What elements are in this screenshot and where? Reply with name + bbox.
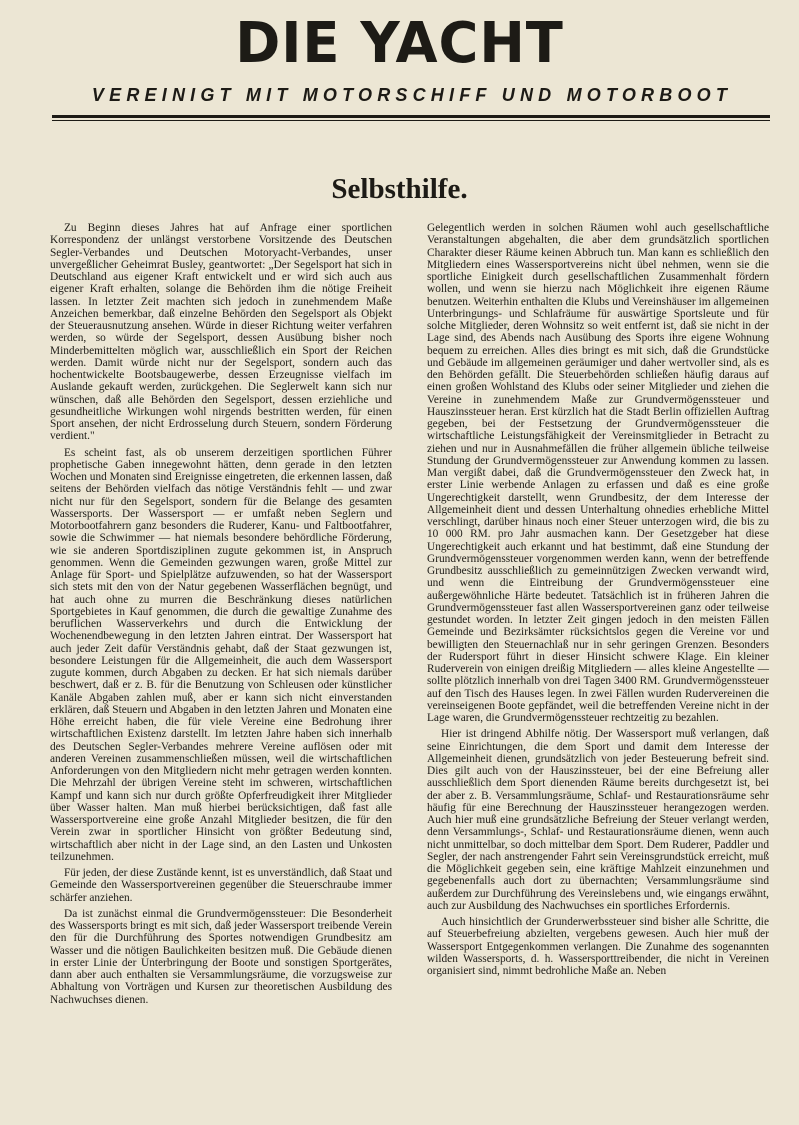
article-column-right [427, 222, 769, 981]
masthead-title: DIE YACHT [235, 11, 564, 76]
article-title: Selbsthilfe. [331, 173, 468, 205]
article-column-left [50, 222, 392, 1010]
paragraph: Zu Beginn dieses Jahres hat auf Anfrage einer sportlichen Korrespondenz der unlängst verstorbene Vorsitzende des Deutschen Segler-Verbandes und Deutschen Motoryacht-Verbandes, unser unvergeßlicher Geheimrat Busley, geantwortet: „Der Segelsport hat sich in Deutschland aus eigener Kraft entwickelt und er wird sich auch aus eigener Kraft erhalten, solange die Behörden ihm die nötige Freiheit lassen. In letzter Zeit machten sich jedoch in zunehmendem Maße Anzeichen bemerkbar, daß einzelne Behörden den Segelsport als Objekt der Steuerausnutzung ansehen. Würde in dieser Richtung weiter verfahren werden, so würde der Segelsport, dessen Ausübung bisher noch Minderbemittelten möglich war, ausschließlich ein Sport der Reichen werden. Damit würde nicht nur der Segelsport, sondern auch das hochentwickelte Bootsbaugewerbe, dessen Erzeugnisse vielfach im Auslande gekauft werden, zurückgehen. Die Seglerwelt kann sich nur wünschen, daß alle Behörden den Segelsport, dessen erziehliche und gesundheitliche Wirkungen wohl nirgends bestritten werden, für einen Sport ansehen, der nicht Erdrosselung durch Steuern, sondern Förderung verdient." [50, 222, 392, 443]
paragraph: Da ist zunächst einmal die Grundvermögenssteuer: Die Besonderheit des Wassersports bringt es mit sich, daß jeder Wassersport treibende Verein den für die Durchführung des Sportes notwendigen Grundbesitz am Wasser und die nötigen Baulichkeiten besitzen muß. Die Gebäude dienen in erster Linie der Unterbringung der Boote und sonstigen Sportgerätes, dann aber auch enthalten sie Versammlungsräume, die vorzugsweise zur Abhaltung von Vorträgen und Kursen zur theoretischen Ausbildung des Nachwuchses dienen. [50, 907, 392, 1006]
masthead-subtitle: VEREINIGT MIT MOTORSCHIFF UND MOTORBOOT [91, 85, 733, 105]
masthead-rule-thin [52, 120, 770, 121]
masthead-rule-thick [52, 115, 770, 118]
paragraph: Es scheint fast, als ob unserem derzeitigen sportlichen Führer prophetische Gaben innegewohnt hätten, denn gerade in den letzten Wochen und Monaten sind Ereignisse eingetreten, die erkennen lassen, daß seitens der Behörden vielfach das nötige Verständnis fehlt — und zwar nicht nur für den Segelsport, sondern für die Belange des gesamten Wassersports. Der Wassersport — er umfaßt neben Seglern und Motorbootfahrern ganz besonders die Ruderer, Kanu- und Faltbootfahrer, sowie die Schwimmer — hat niemals besondere behördliche Förderung, wie sie anderen Sportdisziplinen zugute gekommen ist, in Anspruch genommen. Wenn die Gemeinden gezwungen waren, große Mittel zur Anlage für Sport- und Spielplätze aufzuwenden, so hat der Wassersport sich stets mit den von der Natur gegebenen Wasserflächen begnügt, und hat auch ohne zu murren die Beschränkung dieses natürlichen Sportgebietes in Kauf genommen, die durch die gewaltige Zunahme des beruflichen Wasserverkehrs und durch die Entwicklung der Wochenendbewegung in den letzten Jahren eintrat. Der Wassersport hat auch jeder Zeit dafür Verständnis gehabt, daß der Staat gezwungen ist, besondere Leistungen für die Allgemeinheit, die auch dem Wassersport zugute kommen, durch Abgaben zu decken. Er hat sich niemals darüber beschwert, daß er z. B. für die Benutzung von Schleusen oder künstlicher Kanäle Abgaben zahlen muß, aber er kann sich nicht einverstanden erklären, daß Steuern und Abgaben in den letzten Jahren und Monaten eine Höhe erreicht haben, die für viele Vereine eine Bedrohung ihrer wirtschaftlichen Existenz darstellt. Im letzten Jahre haben sich innerhalb des Deutschen Segler-Verbandes mehrere Vereine auflösen oder mit anderen Vereinen zusammenschließen müssen, weil die wirtschaftlichen Anforderungen von den Mitgliedern nicht mehr getragen werden konnten. Die Mehrzahl der übrigen Vereine steht im schweren, wirtschaftlichen Kampf und kann sich nur durch größte Opferfreudigkeit ihrer Mitglieder über Wasser halten. Man muß hierbei berücksichtigen, daß fast alle Wassersportvereine eine große Anzahl Mitglieder besitzen, die für den Verein zwar in sportlicher Hinsicht von größter Bedeutung sind, wirtschaftlich aber nicht in der Lage sind, an den Lasten und Unkosten teilzunehmen. [50, 446, 392, 863]
paragraph: Für jeden, der diese Zustände kennt, ist es unverständlich, daß Staat und Gemeinde den Wassersportvereinen gegenüber die Steuerschraube immer schärfer anziehen. [50, 867, 392, 904]
paragraph: Hier ist dringend Abhilfe nötig. Der Wassersport muß verlangen, daß seine Einrichtungen, die dem Sport und damit dem Interesse der Allgemeinheit dienen, grundsätzlich von jeder Besteuerung befreit sind. Dies gilt auch von der Hauszinssteuer, bei der eine Befreiung aller ausschließlich dem Sport dienenden Räume bereits durchgesetzt ist, bei der aber z. B. Versammlungsräume, Schlaf- und Restaurationsräume sehr häufig für eine Berechnung der Hauszinssteuer herangezogen werden. Auch hier muß eine grundsätzliche Befreiung der Steuer verlangt werden, denn Versammlungs-, Schlaf- und Restaurationsräume dienen, wenn auch nicht unmittelbar, so doch mittelbar dem Sport. Dem Ruderer, Paddler und Segler, der nach anstrengender Fahrt sein Vereinsgrundstück erreicht, muß die Möglichkeit gegeben sein, eine kräftige Mahlzeit einzunehmen und gegebenenfalls auch dort zu übernachten; Versammlungsräume sind außerdem zur Durchführung des Vereinslebens und, wie eingangs erwähnt, auch zur Ausbildung des Nachwuchses ein sportliches Erfordernis. [427, 728, 769, 912]
paragraph: Auch hinsichtlich der Grunderwerbssteuer sind bisher alle Schritte, die auf Steuerbefreiung abzielten, vergebens gewesen. Auch hier muß der Wassersport Entgegenkommen verlangen. Die Zunahme des sogenannten wilden Wassersports, d. h. Wassersporttreibender, die nicht in Vereinen organisiert sind, nimmt bedrohliche Maße an. Neben [427, 916, 769, 977]
paragraph: Gelegentlich werden in solchen Räumen wohl auch gesellschaftliche Veranstaltungen abgehalten, die aber dem grundsätzlich sportlichen Charakter dieser Räume keinen Abbruch tun. Man kann es schließlich den Mitgliedern eines Wassersportvereins nicht übel nehmen, wenn sie die sportliche Einigkeit durch gesellschaftlichen Zusammenhalt fördern wollen, und wenn sie hierzu nach Möglichkeit ihre eigenen Räume benutzen. Weiterhin enthalten die Klubs und Vereinshäuser im allgemeinen Unterbringungs- und Schlafräume für auswärtige Sportsleute und für solche Mitglieder, deren Wohnsitz so weit entfernt ist, daß sie nicht in der Lage sind, des Abends nach Ausübung des Sports ihre eigene Wohnung bequem zu erreichen. Alles dies bringt es mit sich, daß die Grundstücke und Gebäude im allgemeinen geräumiger und daher wertvoller sind, als es den Behörden gefällt. Die Steuerbehörden schließen häufig daraus auf einen großen Wohlstand des Klubs oder seiner Mitglieder und ziehen die Vereine in zunehmendem Maße zur Grundvermögenssteuer und Hauszinssteuer heran. Erst kürzlich hat die Stadt Berlin offiziellen Auftrag gegeben, bei der Festsetzung der Grundvermögenssteuer die wirtschaftliche Leistungsfähigkeit der Vereinsmitglieder in Betracht zu ziehen und nur in Ausnahmefällen die früher allgemein übliche teilweise Stundung der Grundvermögenssteuer zur Anwendung kommen zu lassen. Man vergißt dabei, daß die Grundvermögenssteuer den Zweck hat, in erster Linie werbende Anlagen zu erfassen und daß es eine große Ungerechtigkeit darstellt, wenn Grundbesitz, der dem Interesse der Allgemeinheit dient und dessen Unterhaltung ohnedies erhebliche Mittel verschlingt, darüber hinaus noch einer Steuer unterzogen wird, die bis zu 10 000 RM. pro Jahr ausmachen kann. Der Gesetzgeber hat diese Ungerechtigkeit auch erkannt und hat bestimmt, daß eine Stundung der Grundvermögenssteuer vorgenommen werden kann, wenn der betreffende Grundbesitz ausschließlich zu gemeinnützigen Zwecken verwandt wird, und wenn die Eintreibung der Grundvermögenssteuer eine außergewöhnliche Härte bedeutet. Tatsächlich ist in früheren Jahren die Grundvermögenssteuer fast allen Wassersportvereinen ganz oder teilweise gestundet worden. In letzter Zeit gingen jedoch in den meisten Fällen Gemeinde und Bezirksämter rücksichtslos gegen die Vereine vor und bewilligten den Steuernachlaß nur in sehr geringen Grenzen. Besonders der Rudersport führt in dieser Hinsicht schwere Klage. Ein kleiner Ruderverein von einigen dreißig Mitgliedern — alles kleine Angestellte — sollte plötzlich innerhalb von drei Tagen 3400 RM. Grundvermögenssteuer auf den Tisch des Hauses legen. In zwei Fällen wurden Rudervereinen die vereinseigenen Boote gepfändet, weil die betreffenden Vereine nicht in der Lage waren, die Grundvermögenssteuer rechtzeitig zu bezahlen. [427, 222, 769, 724]
